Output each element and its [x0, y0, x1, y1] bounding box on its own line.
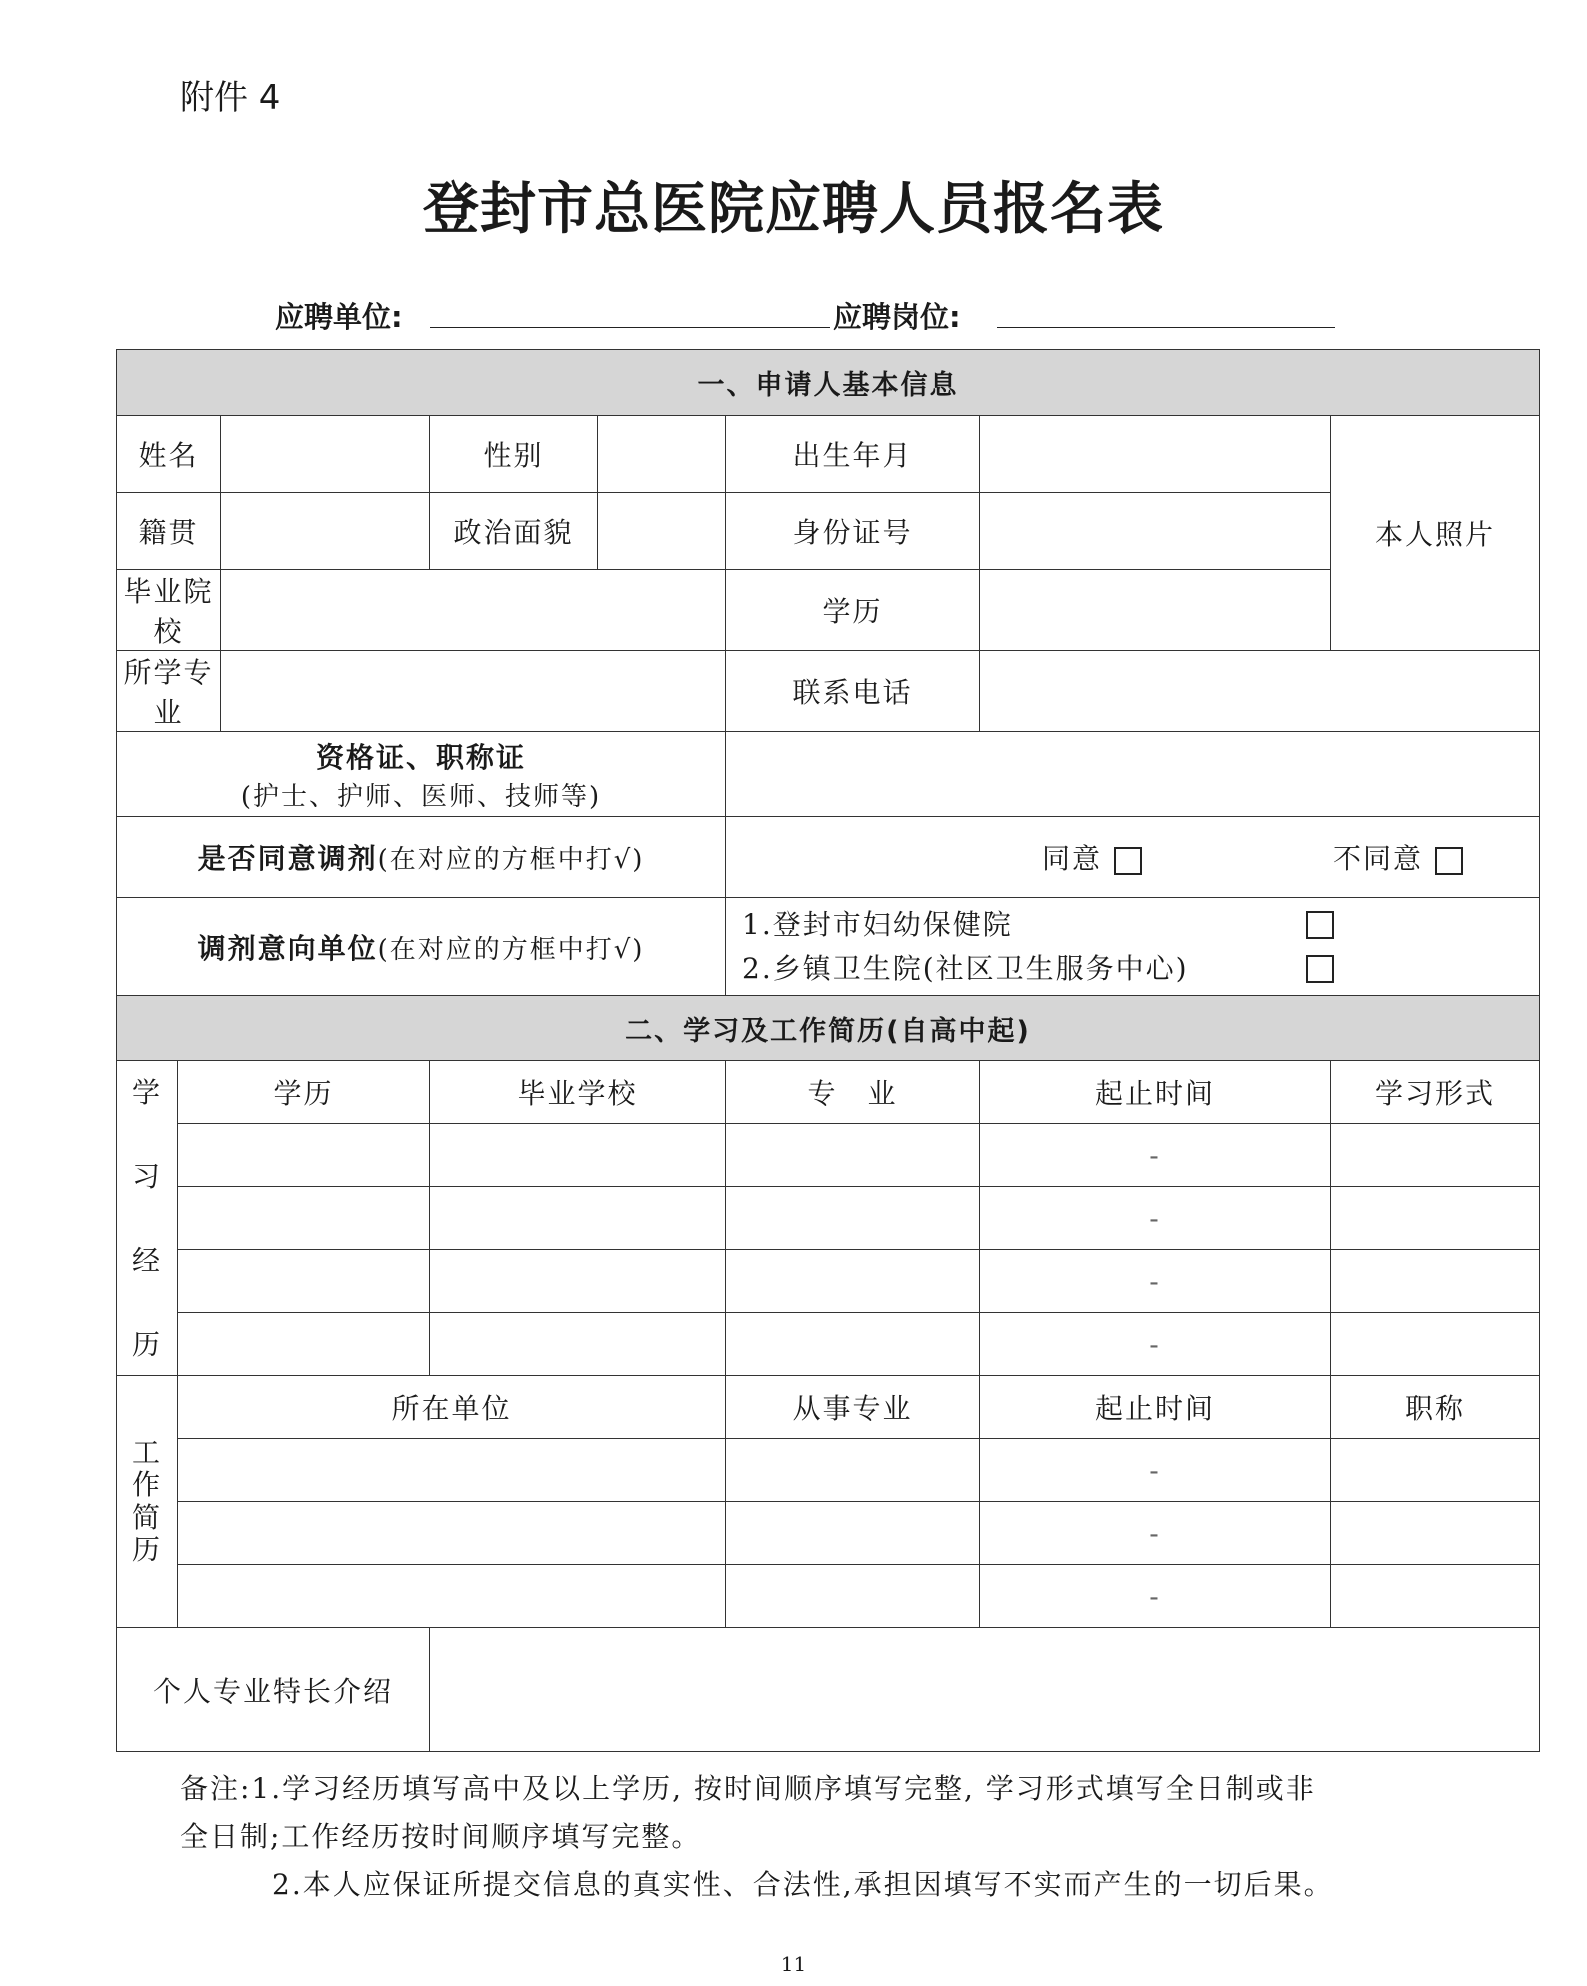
name-field[interactable]: [221, 416, 430, 493]
intent-label: [117, 898, 726, 996]
study-col-period: 起止时间: [980, 1061, 1331, 1124]
education-field[interactable]: [980, 570, 1331, 651]
id-field[interactable]: [980, 493, 1331, 570]
post-field[interactable]: [997, 295, 1335, 328]
intent-option-2: 2.乡镇卫生院(社区卫生服务中心): [742, 951, 1189, 985]
intent-note: (在对应的方框中打√): [377, 934, 645, 965]
attachment-label: 附件 4: [180, 78, 281, 118]
cert-note: (护士、护师、医师、技师等): [240, 781, 602, 812]
work-col-major: 从事专业: [726, 1376, 980, 1439]
period-dash[interactable]: -: [980, 1502, 1331, 1565]
school-label: 毕业院校: [117, 570, 221, 651]
disagree-label: 不同意: [1332, 842, 1423, 875]
page-title: 登封市总医院应聘人员报名表: [423, 177, 1164, 242]
adjust-note: (在对应的方框中打√): [377, 845, 645, 875]
agree-checkbox[interactable]: [1114, 847, 1142, 875]
unit-field[interactable]: [430, 295, 830, 328]
phone-label: 联系电话: [726, 651, 980, 732]
specialty-label: 个人专业特长介绍: [117, 1628, 430, 1752]
political-label: 政治面貌: [430, 493, 598, 570]
study-row: [117, 1124, 1540, 1187]
native-field[interactable]: [221, 493, 430, 570]
period-dash[interactable]: -: [980, 1565, 1331, 1628]
education-label: 学历: [726, 570, 980, 651]
cert-field[interactable]: [726, 732, 1540, 817]
work-row: [117, 1439, 1540, 1502]
birth-field[interactable]: [980, 416, 1331, 493]
major-label: 所学专业: [117, 651, 221, 732]
work-side-label: 工 作 简 历: [117, 1376, 178, 1628]
notes: [180, 1765, 1430, 1909]
unit-label: 应聘单位:: [275, 300, 403, 334]
native-label: 籍贯: [117, 493, 221, 570]
study-col-school: 毕业学校: [430, 1061, 726, 1124]
period-dash[interactable]: -: [980, 1187, 1331, 1250]
phone-field[interactable]: [980, 651, 1540, 732]
adjust-label: [117, 817, 726, 898]
cert-title: 资格证、职称证: [315, 740, 526, 774]
page-number: 11: [780, 1952, 807, 1976]
work-col-unit: 所在单位: [178, 1376, 726, 1439]
work-row: [117, 1565, 1540, 1628]
school-field[interactable]: [221, 570, 726, 651]
gender-label: 性别: [430, 416, 598, 493]
note-line-3: 2.本人应保证所提交信息的真实性、合法性,承担因填写不实而产生的一切后果。: [272, 1868, 1334, 1901]
note-line-2: 全日制;工作经历按时间顺序填写完整。: [180, 1820, 702, 1853]
birth-label: 出生年月: [726, 416, 980, 493]
adjust-title: 是否同意调剂: [197, 842, 378, 875]
period-dash[interactable]: -: [980, 1439, 1331, 1502]
cert-label: [117, 732, 726, 817]
study-col-major: 专 业: [726, 1061, 980, 1124]
section1-title: 一、申请人基本信息: [117, 350, 1540, 416]
name-label: 姓名: [117, 416, 221, 493]
period-dash[interactable]: -: [980, 1124, 1331, 1187]
work-row: [117, 1502, 1540, 1565]
intent-title: 调剂意向单位: [197, 931, 378, 965]
period-dash[interactable]: -: [980, 1250, 1331, 1313]
note-line-1: 备注:1.学习经历填写高中及以上学历, 按时间顺序填写完整, 学习形式填写全日制或非: [180, 1772, 1316, 1805]
post-label: 应聘岗位:: [833, 300, 961, 334]
agree-label: 同意: [1042, 842, 1103, 875]
registration-form: [116, 349, 1540, 1752]
photo-cell[interactable]: 本人照片: [1331, 416, 1540, 651]
study-row: [117, 1187, 1540, 1250]
specialty-field[interactable]: [430, 1628, 1540, 1752]
work-col-period: 起止时间: [980, 1376, 1331, 1439]
study-row: [117, 1313, 1540, 1376]
section2-title: 二、学习及工作简历(自高中起): [117, 996, 1540, 1061]
study-row: [117, 1250, 1540, 1313]
period-dash[interactable]: -: [980, 1313, 1331, 1376]
gender-field[interactable]: [598, 416, 726, 493]
intent-checkbox-1[interactable]: [1306, 911, 1334, 939]
intent-checkbox-2[interactable]: [1306, 955, 1334, 983]
study-col-education: 学历: [178, 1061, 430, 1124]
political-field[interactable]: [598, 493, 726, 570]
intent-options: [726, 898, 1540, 996]
intent-option-1: 1.登封市妇幼保健院: [742, 907, 1013, 941]
major-field[interactable]: [221, 651, 726, 732]
work-col-title: 职称: [1331, 1376, 1540, 1439]
study-side-label: 学 习 经 历: [117, 1061, 178, 1376]
id-label: 身份证号: [726, 493, 980, 570]
disagree-checkbox[interactable]: [1435, 847, 1463, 875]
adjust-options: [726, 817, 1540, 898]
study-col-form: 学习形式: [1331, 1061, 1540, 1124]
